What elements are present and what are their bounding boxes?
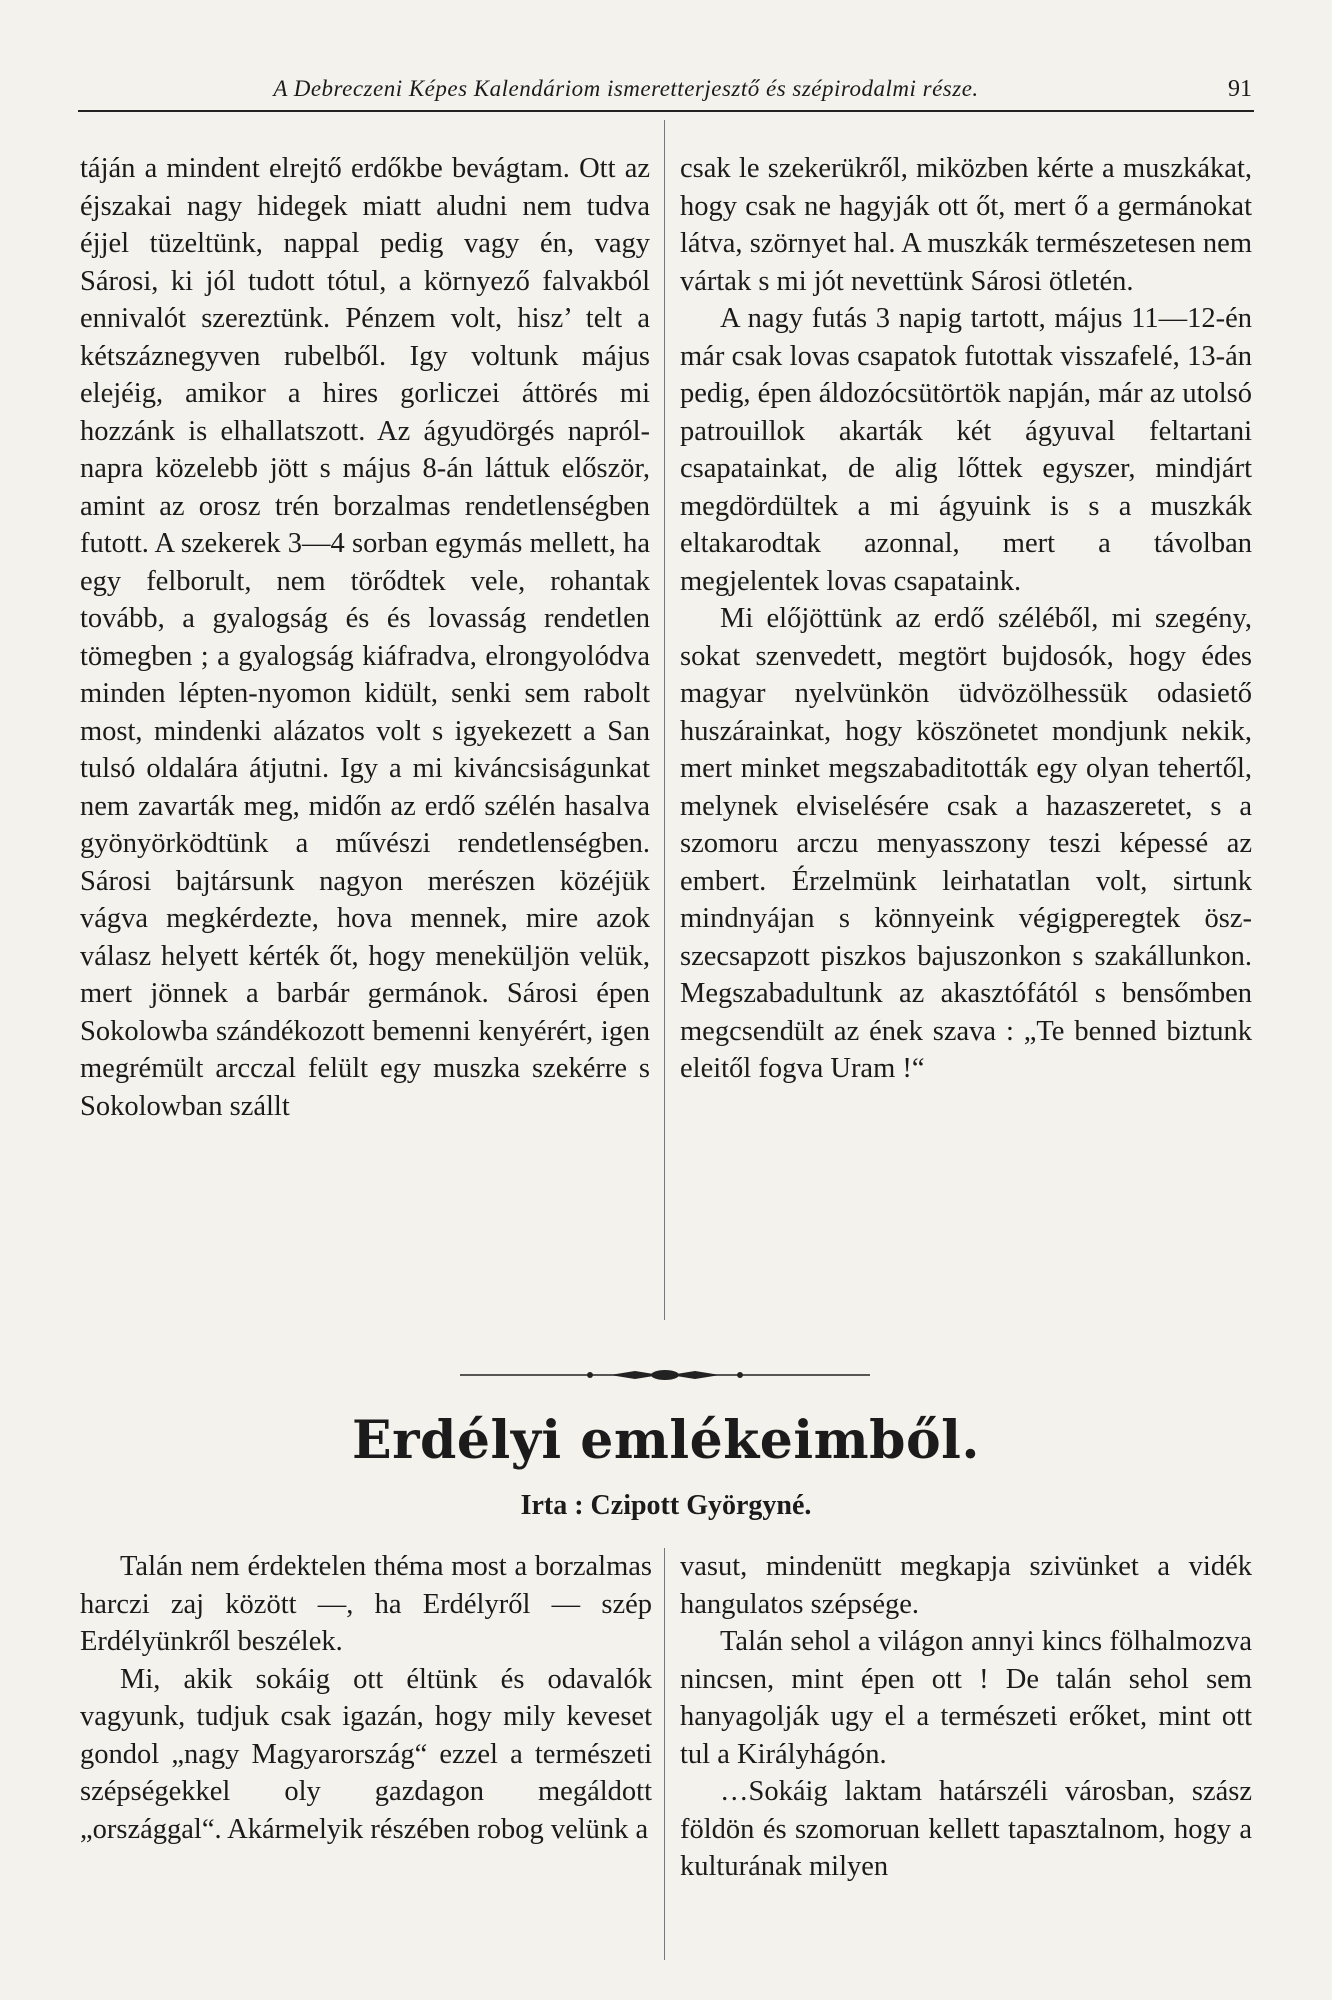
column-divider-top: [664, 120, 665, 1320]
bottom-right-column: [680, 1548, 1252, 1886]
paragraph: Talán nem érdektelen théma most a borzalmas harczi zaj között —, ha Erdélyről — szép Erdélyünkről beszélek.: [80, 1551, 652, 1657]
running-title: A Debreczeni Képes Kalendáriom ismeretterjesztő és szépirodalmi része.: [273, 76, 979, 101]
column-divider-bottom: [664, 1548, 665, 1960]
top-right-column: [680, 150, 1252, 1088]
bottom-left-column: [80, 1548, 652, 1848]
article-byline: Irta : Czipott Györgyné.: [520, 1490, 812, 1521]
top-left-column: [80, 150, 650, 1125]
paragraph: táján a mindent elrejtő erdőkbe bevágtam. Ott az éjszakai nagy hidegek miatt aludni nem tudva éjjel tüzeltünk, nappal pedig vagy én, vagy Sárosi, ki jól tudott tótul, a környező falvakból ennivalót szereztünk. Pénzem volt, hisz’ telt a kétszáznegyven rubelből. Igy voltunk május elejéig, amikor a hires gorliczei áttörés mi hozzánk is elhallatszott. Az ágyudörgés napról-napra közelebb jött s május 8-án láttuk először, amint az orosz trén borzalmas rendetlenségben futott. A szekerek 3—4 sorban egymás mellett, ha egy felborult, nem törődtek vele, rohantak tovább, a gyalogság és és lovasság rendetlen tömegben ; a gyalogság kiáfradva, elrongyolódva minden lépten-nyomon kidült, senki sem rabolt most, mindenki alázatos volt s igyekezett a San tulsó oldalára átjutni. Igy a mi kiváncsiságunkat nem zavarták meg, midőn az erdő szélén hasalva gyönyörködtünk a művészi rendetlenségben. Sárosi bajtársunk nagyon merészen közéjük vágva megkérdezte, hova mennek, mire azok válasz helyett kérték őt, hogy meneküljön velük, mert jönnek a barbár germánok. Sárosi épen Sokolowba szándékozott bemenni kenyérért, igen megrémült arcczal felült egy muszka szekérre s Sokolowban szállt: [80, 153, 650, 1122]
paragraph: Mi, akik sokáig ott éltünk és odavalók vagyunk, tudjuk csak igazán, hogy mily keveset gondol „nagy Magyarország“ ezzel a természeti szépségekkel oly gazdagon megáldott „országgal“. Akármelyik részében robog velünk a: [80, 1663, 652, 1845]
page-number: 91: [1228, 76, 1252, 102]
paragraph: …Sokáig laktam határszéli városban, szász földön és szomoruan kellett tapasztalnom, hogy a kulturának milyen: [680, 1776, 1252, 1882]
article-title: Erdélyi emlékeimből.: [351, 1410, 981, 1471]
paragraph: Talán sehol a világon annyi kincs fölhalmozva nincsen, mint épen ott ! De talán sehol sem hanyagolják ugy el a természeti erőket, mint ott tul a Királyhágón.: [680, 1626, 1252, 1770]
paragraph: vasut, mindenütt megkapja szivünket a vidék hangulatos szépsége.: [680, 1551, 1252, 1620]
running-head: [78, 74, 1254, 112]
paragraph: csak le szekerükről, miközben kérte a muszkákat, hogy csak ne hagyják ott őt, mert ő a germánokat látva, szörnyet hal. A muszkák természetesen nem vártak s mi jót nevettünk Sárosi ötletén.: [680, 153, 1252, 297]
paragraph: Mi előjöttünk az erdő széléből, mi szegény, sokat szenvedett, megtört bujdosók, hogy édes magyar nyelvünkön üdvözölhessük odasiető huszárainkat, hogy köszönetet mondjunk nekik, mert minket megszabaditották egy olyan tehertől, melynek elviselésére csak a hazaszeretet, s a szomoru arczu menyasszony teszi képessé az embert. Érzelmünk leirhatatlan volt, sirtunk mindnyájan s könnyeink végigperegtek öszszecsapzott piszkos bajuszonkon s szakállunkon. Megszabadultunk az akasztófától s bensőmben megcsendült az ének szava : „Te benned biztunk eleitől fogva Uram !“: [680, 603, 1252, 1084]
ornamental-separator: [460, 1368, 870, 1382]
paragraph: A nagy futás 3 napig tartott, május 11—12-én már csak lovas csapatok futottak visszafelé, 13-án pedig, épen áldozócsütörtök napján, már az utolsó patrouillok akarták két ágyuval feltartani csapatainkat, de alig lőttek egyszer, mindjárt megdördültek a mi ágyuink is s a muszkák eltakarodtak azonnal, mert a távolban megjelentek lovas csapataink.: [680, 303, 1252, 597]
